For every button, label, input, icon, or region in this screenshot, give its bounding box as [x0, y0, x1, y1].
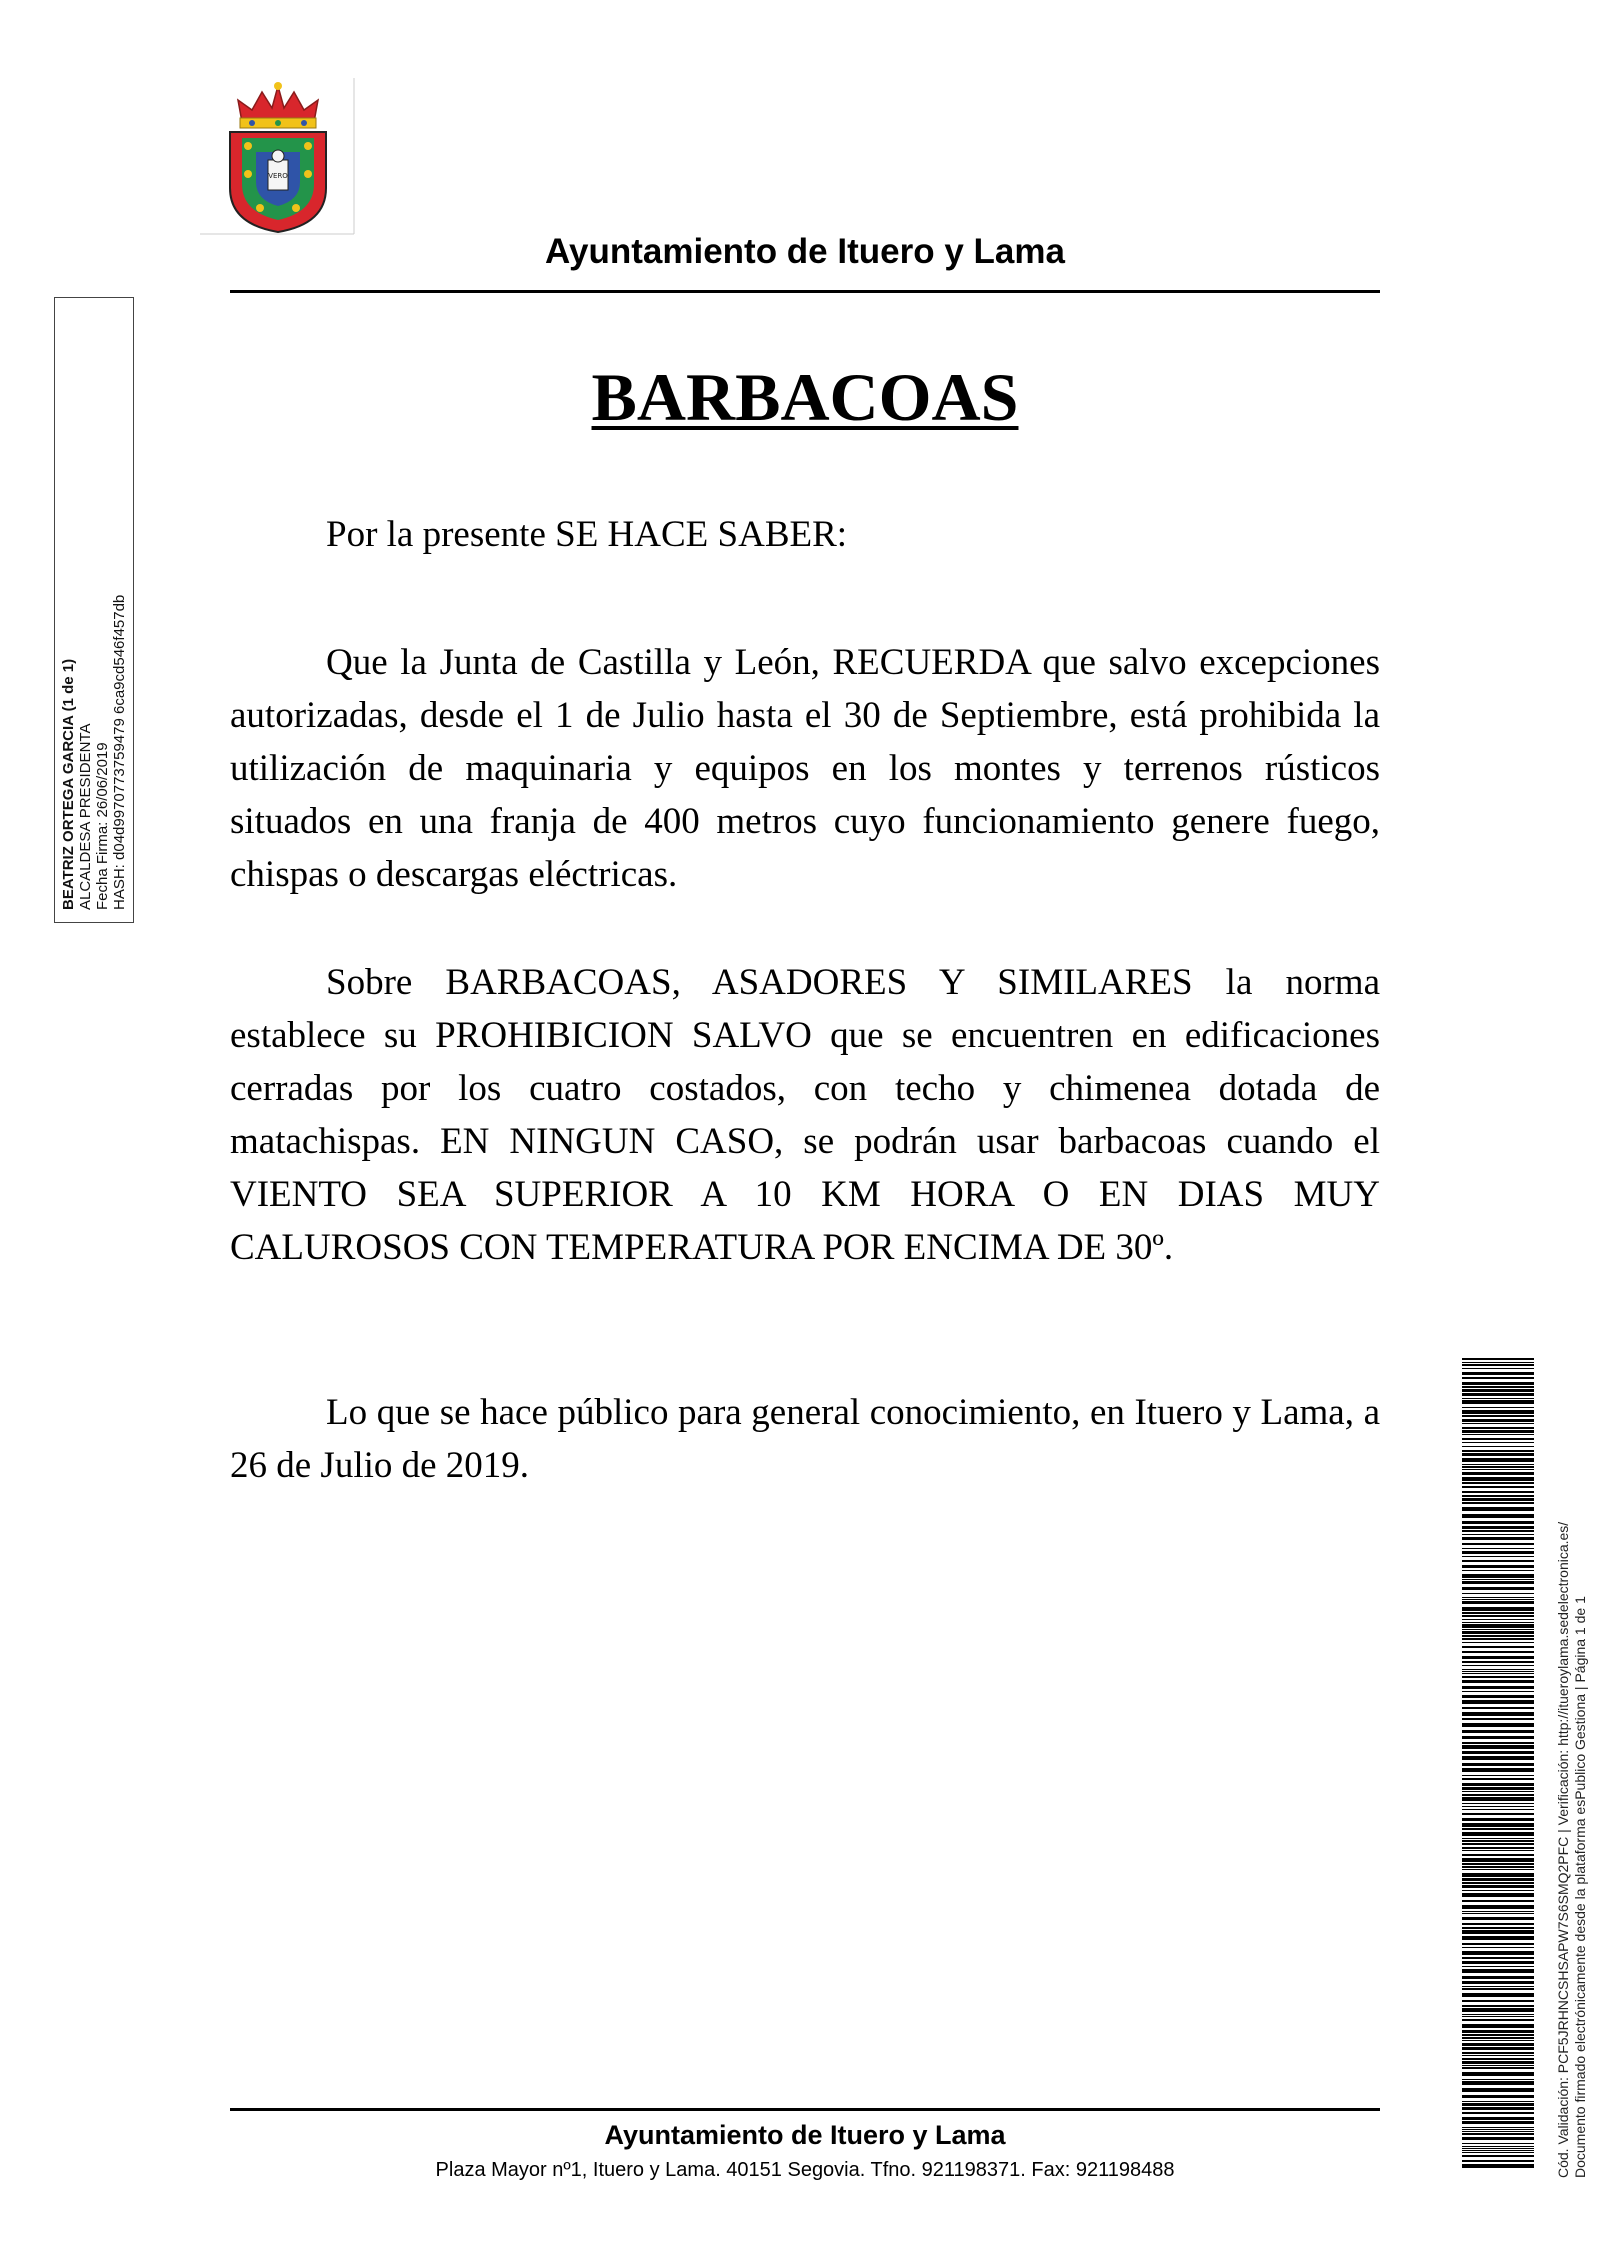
footer-divider — [230, 2108, 1380, 2111]
signature-hash: HASH: d04d9970773759479 6ca9cd546f457db — [111, 594, 128, 910]
paragraph-closing: Lo que se hace público para general conocimiento, en Ituero y Lama, a 26 de Julio de 2019. — [230, 1392, 1380, 1486]
barcode-icon — [1462, 1358, 1534, 2168]
intro-paragraph: Por la presente SE HACE SABER: — [326, 514, 848, 555]
coat-motto: VERO — [268, 172, 288, 180]
paragraph-barbecue-rules: Sobre BARBACOAS, ASADORES Y SIMILARES la norma establece su PROHIBICION SALVO que se encuentren en edificaciones cerradas por los cuatro costados, con techo y chimenea dotada de matachispas. EN NINGUN CASO, se podrán usar barbacoas cuando el VIENTO SEA SUPERIOR A 10 KM HORA O EN DIAS MUY CALUROSOS CON TEMPERATURA POR ENCIMA DE 30º. — [230, 962, 1380, 1268]
document-title: BARBACOAS — [591, 359, 1019, 435]
coat-of-arms-icon — [200, 78, 356, 236]
verification-line-1: Cód. Validación: PCF5JRHNCSHSAPW7S6SMQ2PFC | Verificación: http://itueroylama.sedelectronica.es/ — [1555, 1521, 1571, 2178]
paragraph-regulation: Que la Junta de Castilla y León, RECUERDA que salvo excepciones autorizadas, desde el 1 de Julio hasta el 30 de Septiembre, está prohibida la utilización de maquinaria y equipos en los montes y terrenos rústicos situados en una franja de 400 metros cuyo funcionamiento genere fuego, chispas o descargas eléctricas. — [230, 642, 1380, 895]
signer-name: BEATRIZ ORTEGA GARCIA (1 de 1) — [60, 658, 77, 910]
signer-role: ALCALDESA PRESIDENTA — [77, 723, 94, 910]
header-title: Ayuntamiento de Ituero y Lama — [545, 232, 1065, 271]
verification-text — [1555, 1348, 1589, 2178]
header-divider — [230, 290, 1380, 293]
signature-box — [54, 297, 134, 923]
footer-address: Plaza Mayor nº1, Ituero y Lama. 40151 Segovia. Tfno. 921198371. Fax: 921198488 — [435, 2159, 1175, 2181]
verification-line-2: Documento firmado electrónicamente desde la plataforma esPublico Gestiona | Página 1 de 1 — [1572, 1596, 1588, 2178]
signature-date: Fecha Firma: 26/06/2019 — [94, 742, 111, 910]
footer-name: Ayuntamiento de Ituero y Lama — [604, 2120, 1006, 2150]
